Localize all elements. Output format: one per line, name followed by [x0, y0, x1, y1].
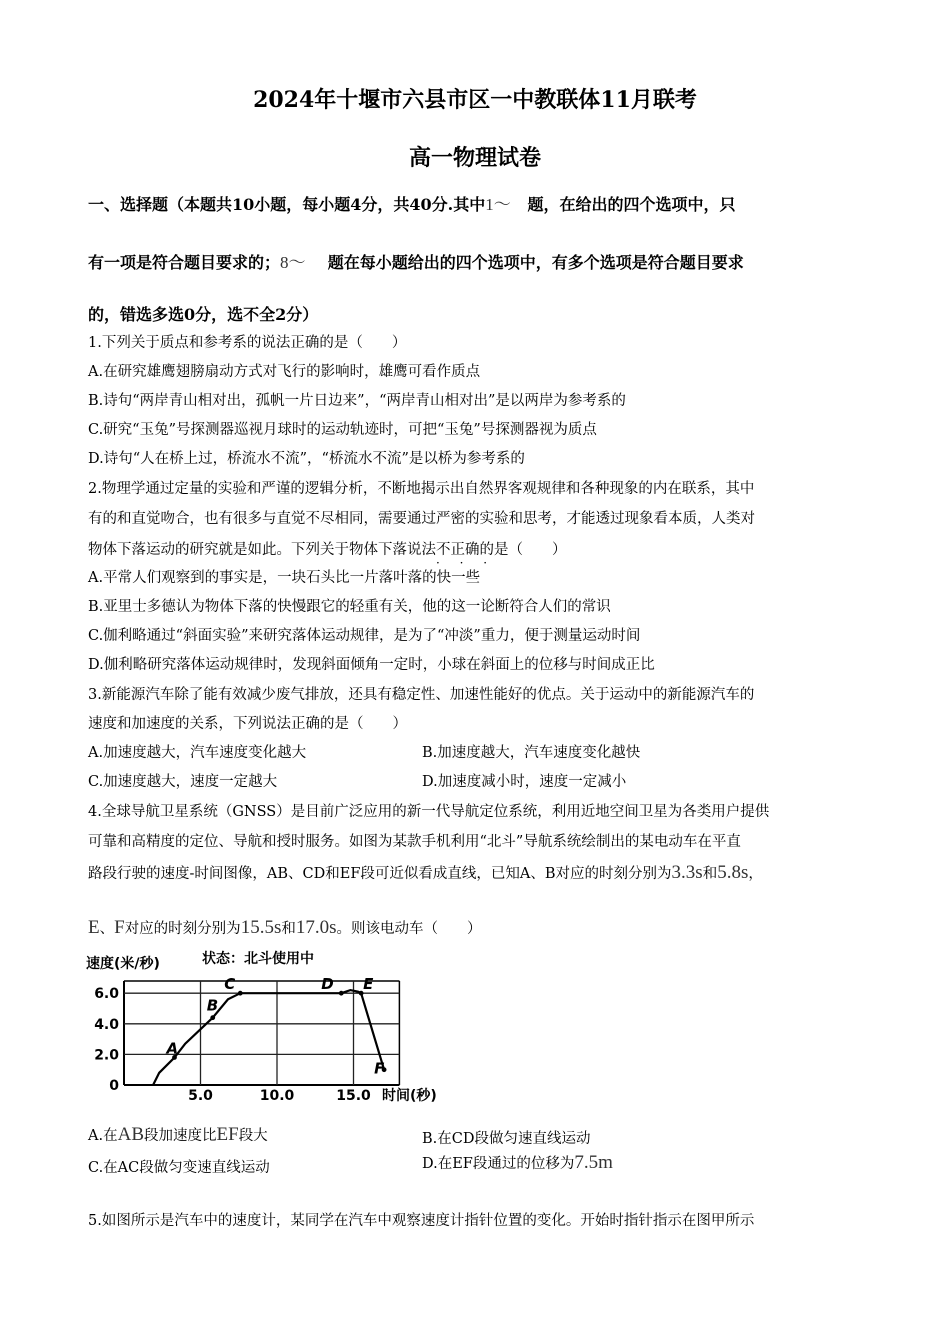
y-tick-label: 4.0 [94, 1016, 119, 1033]
point-a-label: A [166, 1039, 179, 1058]
section-header-line-3: 的，错选多选0分，选不全2分） [88, 305, 319, 324]
q4-stem-line-1: 4.全球导航卫星系统（GNSS）是目前广泛应用的新一代导航定位系统，利用近地空间卫星为各类用户提供 [88, 804, 770, 820]
velocity-time-chart [84, 946, 464, 1116]
point-c-marker [238, 991, 243, 996]
point-e-label: E [363, 975, 374, 994]
q3-stem-line-2: 速度和加速度的关系，下列说法正确的是（ ） [88, 716, 407, 732]
x-tick-label: 10.0 [259, 1088, 295, 1104]
q3-option-d: D.加速度减小时，速度一定减小 [422, 774, 627, 790]
q2-option-d: D.伽利略研究落体运动规律时，发现斜面倾角一定时，小球在斜面上的位移与时间成正比 [88, 657, 655, 673]
section-header-line-1: 一、选择题（本题共10小题，每小题4分，共40分.其中1～ 题，在给出的四个选项中，只 [88, 195, 736, 214]
q2-stem-line-2: 有的和直觉吻合，也有很多与直觉不尽相同，需要通过严密的实验和思考，才能透过现象看本质，人类对 [88, 511, 755, 527]
chart-x-label: 时间(秒) [382, 1088, 437, 1104]
emphasis-not-correct: 不正确 · · · [436, 542, 496, 570]
q1-option-d: D.诗句“人在桥上过，桥流水不流”，“桥流水不流”是以桥为参考系的 [88, 451, 525, 467]
q3-stem-line-1: 3.新能源汽车除了能有效减少废气排放，还具有稳定性、加速性能好的优点。关于运动中的新能源汽车的 [88, 687, 755, 703]
q4-option-d: D.在EF段通过的位移为7.5m [422, 1152, 613, 1173]
q2-option-a: A.平常人们观察到的事实是，一块石头比一片落叶落的快一些 [88, 570, 481, 586]
q1-option-a: A.在研究雄鹰翅膀扇动方式对飞行的影响时，雄鹰可看作质点 [88, 364, 481, 380]
q4-option-b: B.在CD段做匀速直线运动 [422, 1131, 591, 1147]
q1-stem: 1.下列关于质点和参考系的说法正确的是（ ） [88, 335, 407, 351]
q4-option-a: A.在AB段加速度比EF段大 [88, 1124, 268, 1145]
q4-stem-line-4: E、F对应的时刻分别为15.5s和17.0s。则该电动车（ ） [88, 917, 482, 938]
x-tick-label: 15.0 [336, 1088, 371, 1104]
chart-grid [124, 981, 399, 1085]
chart-title: 状态：北斗使用中 [202, 951, 314, 967]
q4-stem-line-3: 路段行驶的速度-时间图像，AB、CD和EF段可近似看成直线，已知A、B对应的时刻分别为3.3s和5.8s， [88, 862, 763, 883]
y-tick-label: 2.0 [94, 1047, 119, 1064]
point-c-label: C [224, 975, 236, 994]
point-b-label: B [206, 996, 219, 1015]
q4-option-c: C.在AC段做匀变速直线运动 [88, 1160, 270, 1176]
chart-series-line [153, 990, 384, 1085]
q3-option-c: C.加速度越大，速度一定越大 [88, 774, 278, 790]
q2-stem-line-3: 物体下落运动的研究就是如此。下列关于物体下落说法不正确 · · · 的是（ ） [88, 542, 567, 570]
chart-y-label: 速度(米/秒) [86, 956, 160, 972]
exam-subtitle: 高一物理试卷 [408, 145, 541, 171]
y-tick-label: 0 [109, 1078, 119, 1094]
q3-option-b: B.加速度越大，汽车速度变化越快 [422, 745, 641, 761]
chart-tick-labels [94, 986, 371, 1104]
q2-option-b: B.亚里士多德认为物体下落的快慢跟它的轻重有关，他的这一论断符合人们的常识 [88, 599, 611, 615]
point-d-marker [339, 991, 344, 996]
x-tick-label: 5.0 [188, 1088, 213, 1104]
q3-option-a: A.加速度越大，汽车速度变化越大 [88, 745, 307, 761]
exam-title: 2024年十堰市六县市区一中教联体11月联考 [253, 87, 697, 113]
q2-stem-line-1: 2.物理学通过定量的实验和严谨的逻辑分析，不断地揭示出自然界客观规律和各种现象的内在联系，其中 [88, 481, 755, 497]
point-f-label: F [374, 1059, 385, 1078]
point-d-label: D [321, 975, 334, 994]
q1-option-b: B.诗句“两岸青山相对出，孤帆一片日边来”，“两岸青山相对出”是以两岸为参考系的 [88, 393, 626, 409]
q4-stem-line-2: 可靠和高精度的定位、导航和授时服务。如图为某款手机利用“北斗”导航系统绘制出的某电动车在平直 [88, 834, 741, 850]
q1-option-c: C.研究“玉兔”号探测器巡视月球时的运动轨迹时，可把“玉兔”号探测器视为质点 [88, 422, 597, 438]
q5-stem-line-1: 5.如图所示是汽车中的速度计，某同学在汽车中观察速度计指针位置的变化。开始时指针指示在图甲所示 [88, 1213, 755, 1229]
q2-option-c: C.伽利略通过“斜面实验”来研究落体运动规律，是为了“冲淡”重力，便于测量运动时间 [88, 628, 641, 644]
y-tick-label: 6.0 [94, 986, 119, 1003]
point-b-marker [210, 1015, 215, 1020]
section-header-line-2: 有一项是符合题目要求的；8～ 题在每小题给出的四个选项中，有多个选项是符合题目要求 [88, 253, 744, 272]
